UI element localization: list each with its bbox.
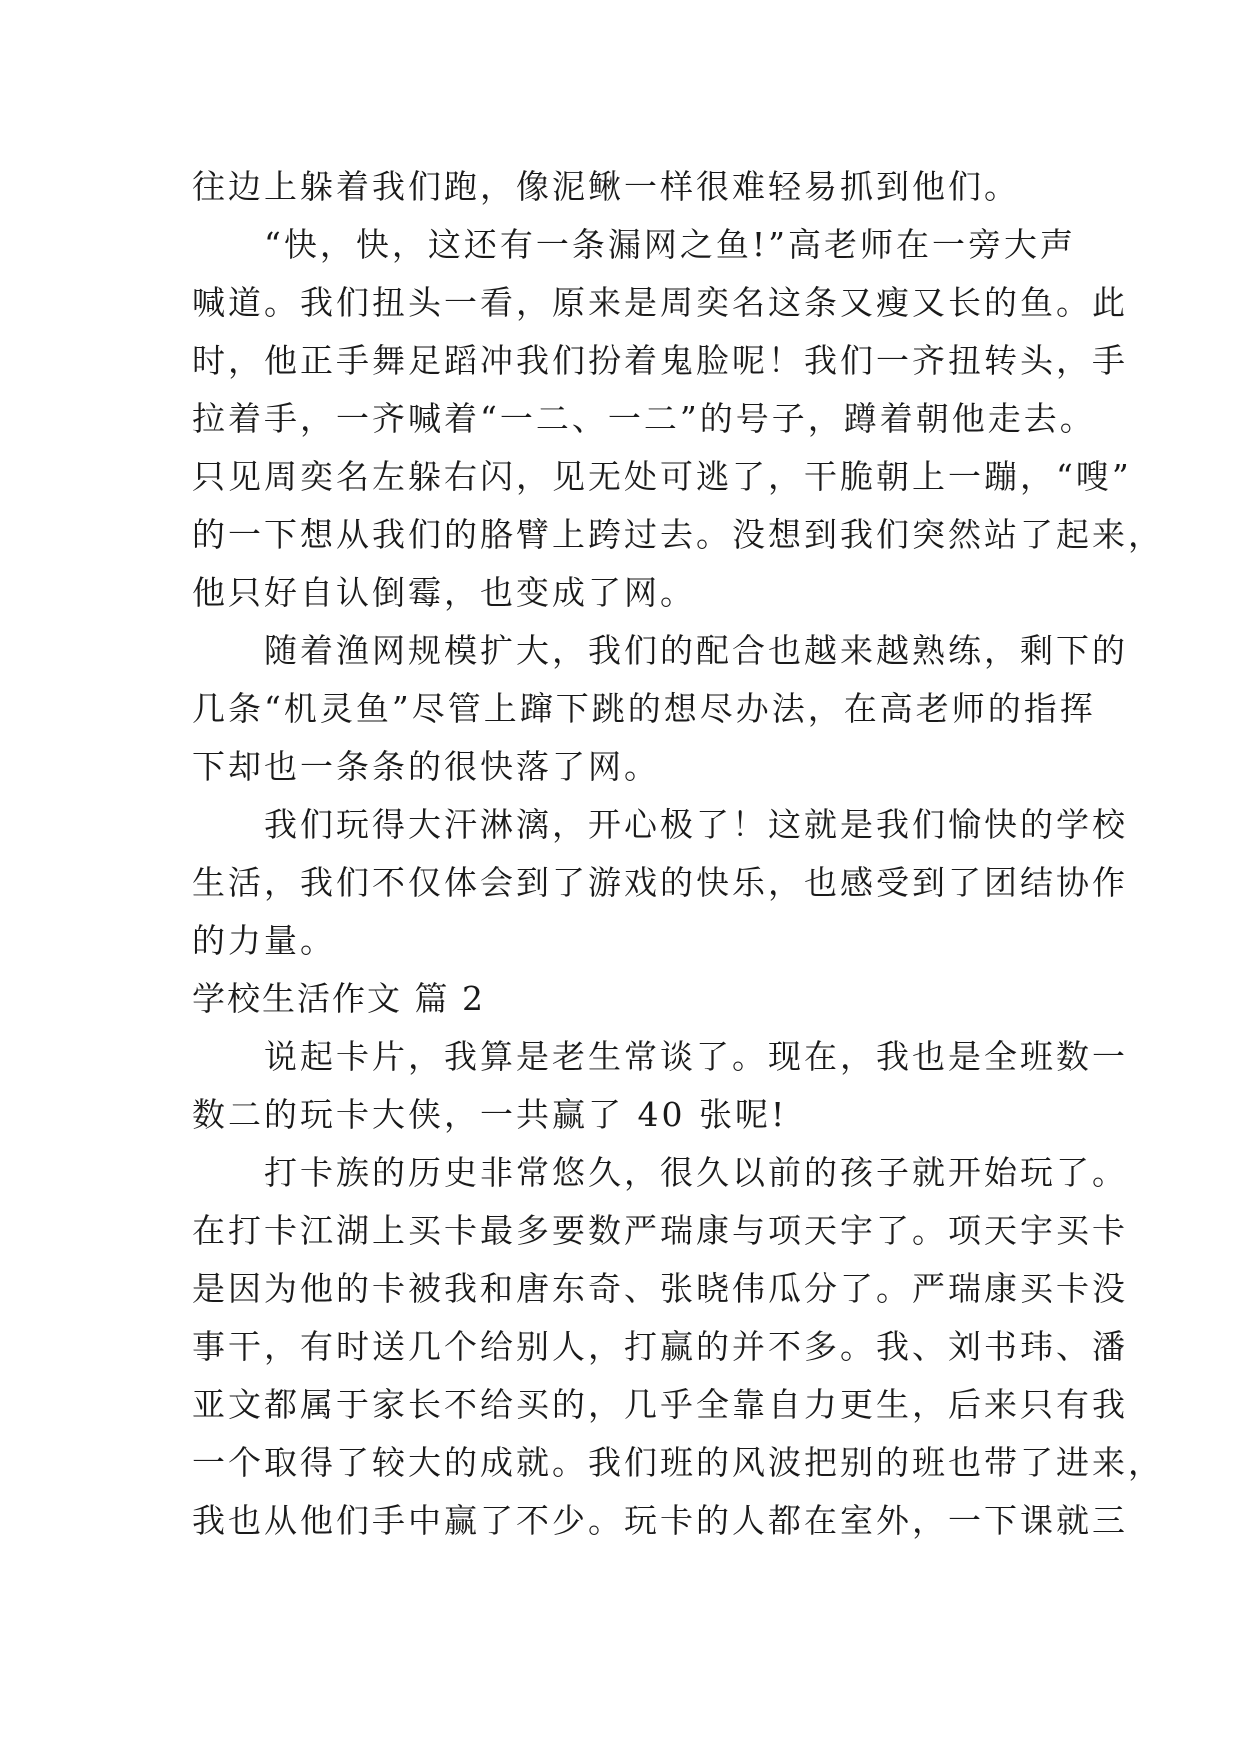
text-line: 我也从他们手中赢了不少。玩卡的人都在室外，一下课就三	[192, 1501, 1128, 1540]
text-line: 我们玩得大汗淋漓，开心极了！这就是我们愉快的学校	[192, 805, 1128, 844]
text-line: 一个取得了较大的成就。我们班的风波把别的班也带了进来，	[192, 1443, 1164, 1482]
text-line: 他只好自认倒霉，也变成了网。	[192, 573, 696, 612]
text-line: 在打卡江湖上买卡最多要数严瑞康与项天宇了。项天宇买卡	[192, 1211, 1128, 1250]
text-line: 事干，有时送几个给别人，打赢的并不多。我、刘书玮、潘	[192, 1327, 1128, 1366]
text-line: 几条“机灵鱼”尽管上蹿下跳的想尽办法，在高老师的指挥	[192, 689, 1096, 728]
text-line: 的一下想从我们的胳臂上跨过去。没想到我们突然站了起来，	[192, 515, 1164, 554]
text-line: 拉着手，一齐喊着“一二、一二”的号子，蹲着朝他走去。	[192, 399, 1096, 438]
text-line: 时，他正手舞足蹈冲我们扮着鬼脸呢！我们一齐扭转头，手	[192, 341, 1128, 380]
text-line: 亚文都属于家长不给买的，几乎全靠自力更生，后来只有我	[192, 1385, 1128, 1424]
text-line: 生活，我们不仅体会到了游戏的快乐，也感受到了团结协作	[192, 863, 1128, 902]
text-line: 说起卡片，我算是老生常谈了。现在，我也是全班数一	[192, 1037, 1128, 1076]
text-line: 数二的玩卡大侠，一共赢了 40 张呢!	[192, 1095, 788, 1134]
text-line: “快，快，这还有一条漏网之鱼!”高老师在一旁大声	[192, 225, 1077, 264]
text-line: 只见周奕名左躲右闪，见无处可逃了，干脆朝上一蹦，“嗖”	[192, 457, 1132, 496]
text-line: 是因为他的卡被我和唐东奇、张晓伟瓜分了。严瑞康买卡没	[192, 1269, 1128, 1308]
text-line: 喊道。我们扭头一看，原来是周奕名这条又瘦又长的鱼。此	[192, 283, 1128, 322]
text-line: 打卡族的历史非常悠久，很久以前的孩子就开始玩了。	[192, 1153, 1128, 1192]
text-line: 随着渔网规模扩大，我们的配合也越来越熟练，剩下的	[192, 631, 1128, 670]
document-body	[192, 158, 1164, 1550]
section-heading: 学校生活作文 篇 2	[192, 979, 485, 1018]
text-line: 往边上躲着我们跑，像泥鳅一样很难轻易抓到他们。	[192, 167, 1020, 206]
text-line: 下却也一条条的很快落了网。	[192, 747, 660, 786]
text-line: 的力量。	[192, 921, 336, 960]
